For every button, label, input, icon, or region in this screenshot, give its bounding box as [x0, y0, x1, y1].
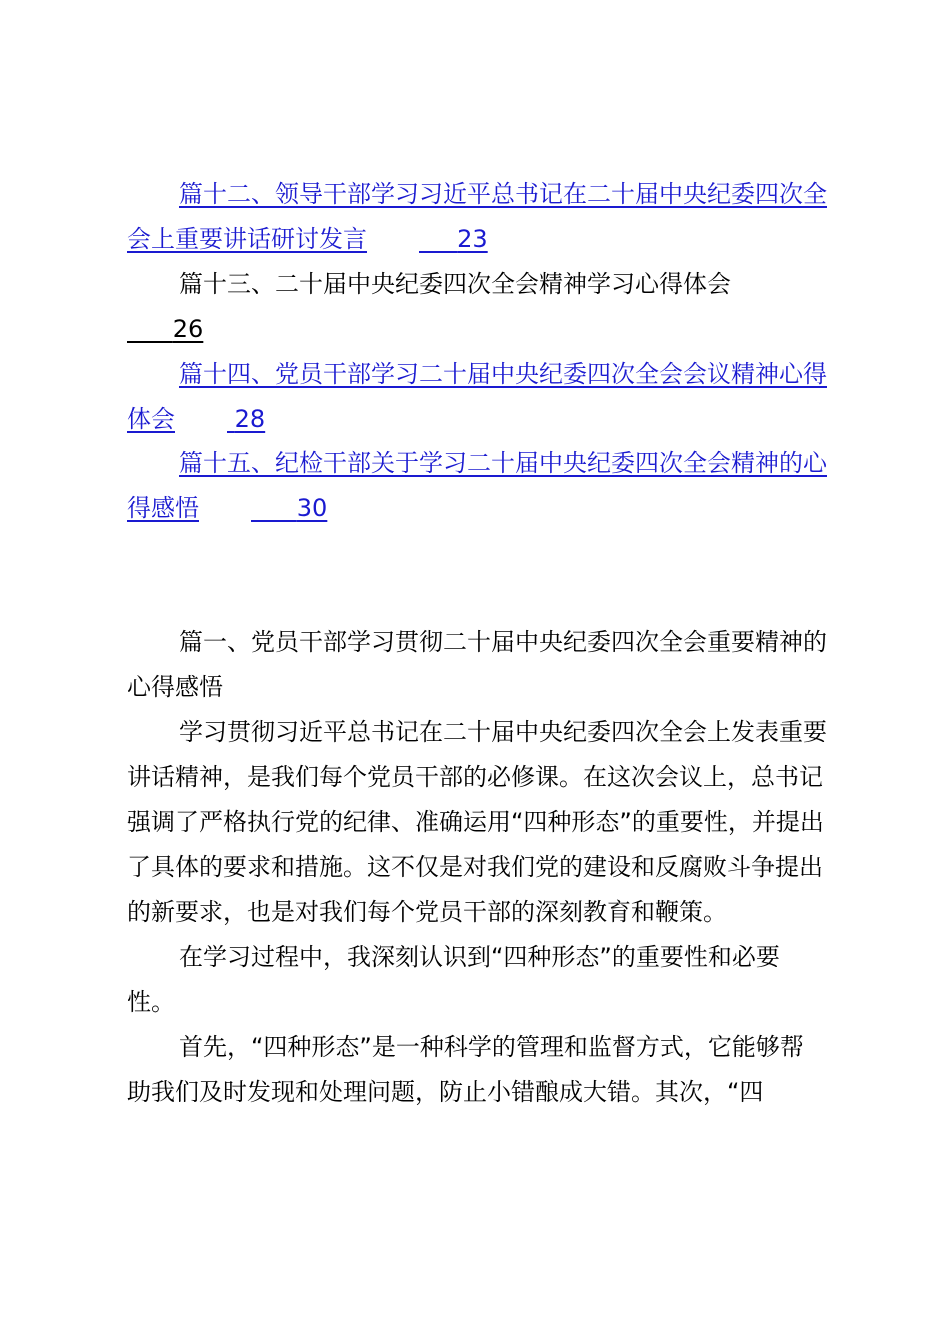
- toc-entry-15[interactable]: [127, 441, 827, 531]
- toc-leader: [199, 486, 297, 531]
- article-paragraph: 首先，“四种形态”是一种科学的管理和监督方式，它能够帮助我们及时发现和处理问题，防止小错酿成大错。其次，“四: [127, 1033, 804, 1106]
- article-paragraph: 在学习过程中，我深刻认识到“四种形态”的重要性和必要性。: [127, 943, 780, 1016]
- toc-entry-label[interactable]: 篇十三、二十届中央纪委四次全会精神学习心得体会: [179, 270, 731, 298]
- toc-entry-12[interactable]: [127, 172, 827, 262]
- toc-leader: [175, 397, 235, 442]
- toc-entry-14[interactable]: [127, 352, 827, 442]
- toc-entry-page[interactable]: 23: [457, 225, 488, 253]
- toc-entry-page[interactable]: 26: [172, 315, 204, 343]
- toc-leader: [367, 217, 457, 262]
- toc-entry-label[interactable]: 篇十五、纪检干部关于学习二十届中央纪委四次全会精神的心得感悟: [127, 449, 827, 522]
- toc-entry-page[interactable]: 30: [296, 494, 328, 522]
- toc-entry-page[interactable]: 28: [234, 405, 266, 433]
- article-title: 篇一、党员干部学习贯彻二十届中央纪委四次全会重要精神的心得感悟: [127, 628, 827, 701]
- article-body: [127, 620, 827, 1115]
- toc-entry-label[interactable]: 篇十四、党员干部学习二十届中央纪委四次全会会议精神心得体会: [127, 360, 827, 433]
- article-paragraph: 学习贯彻习近平总书记在二十届中央纪委四次全会上发表重要讲话精神，是我们每个党员干部的必修课。在这次会议上，总书记强调了严格执行党的纪律、准确运用“四种形态”的重要性，并提出了具体的要求和措施。这不仅是对我们党的建设和反腐败斗争提出的新要求，也是对我们每个党员干部的深刻教育和鞭策。: [127, 718, 827, 926]
- toc-entry-label[interactable]: 篇十二、领导干部学习习近平总书记在二十届中央纪委四次全会上重要讲话研讨发言: [127, 180, 827, 253]
- toc-leader: [75, 307, 173, 352]
- toc-entry-13[interactable]: [127, 262, 827, 352]
